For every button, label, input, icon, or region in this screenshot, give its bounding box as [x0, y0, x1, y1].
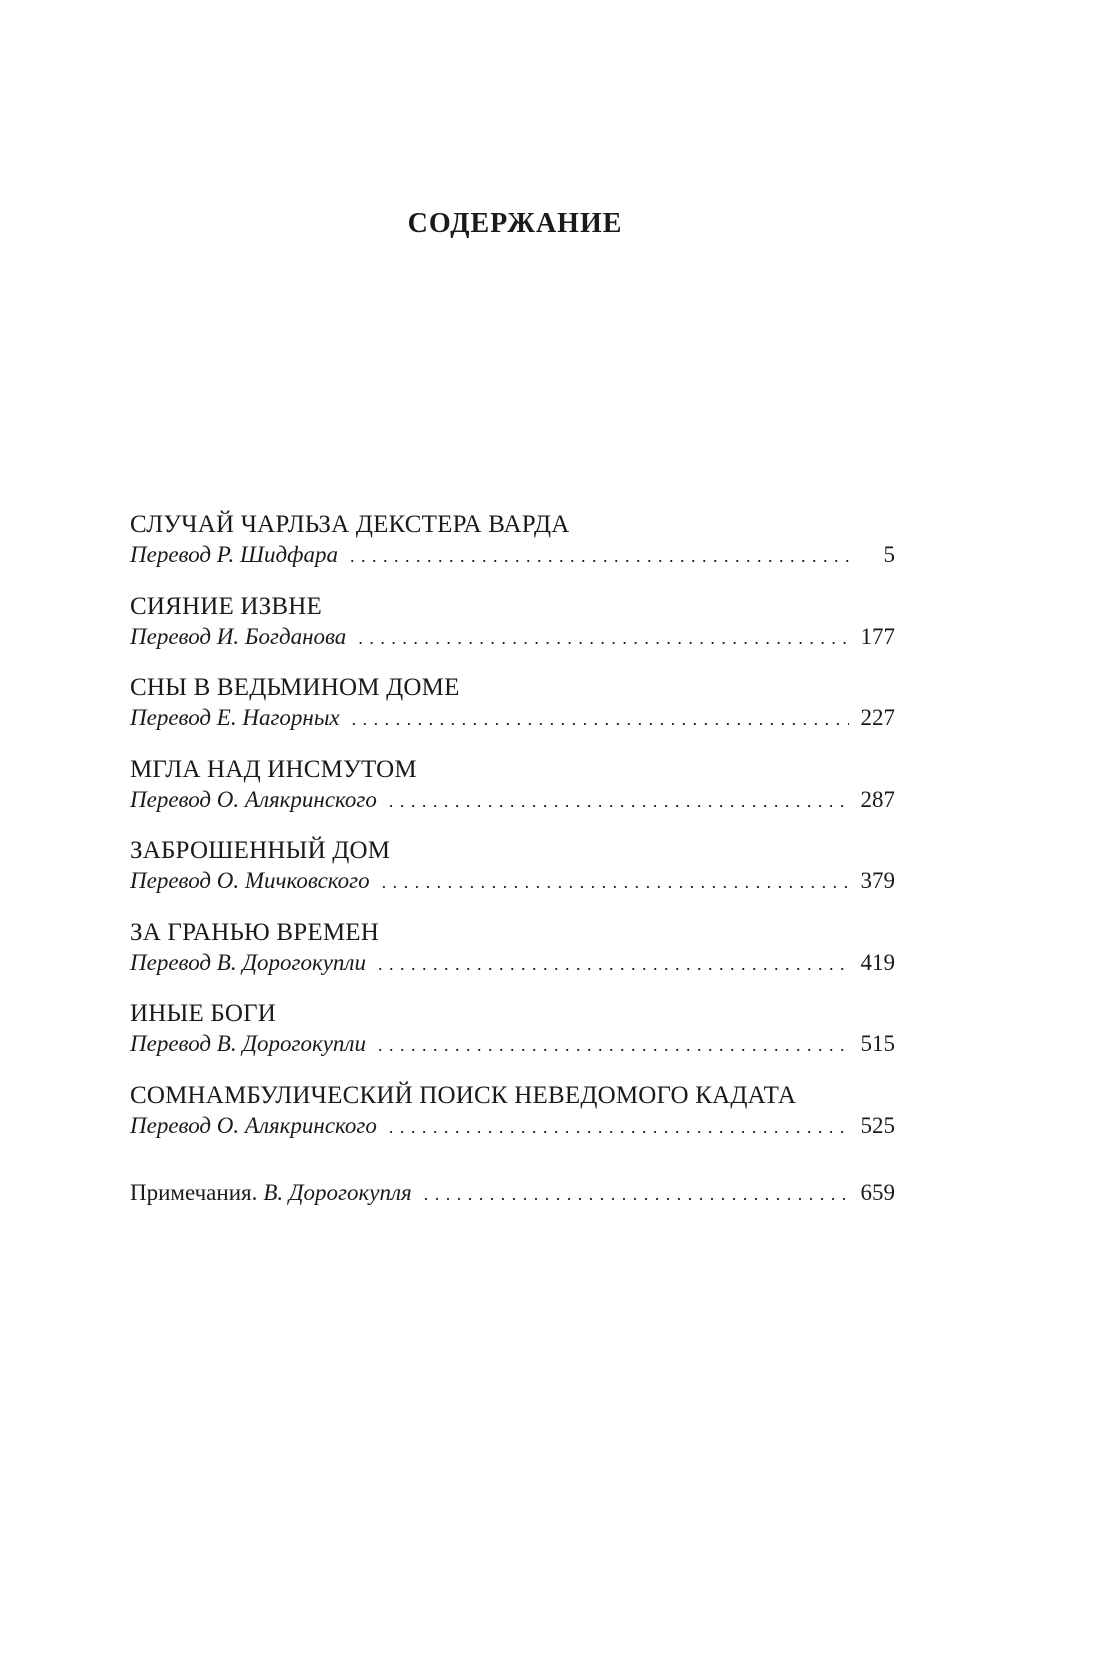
dot-leader — [352, 704, 849, 734]
entry-line — [130, 866, 895, 896]
entry-page-number: 379 — [860, 868, 895, 893]
entry-title: МГЛА НАД ИНСМУТОМ — [130, 755, 417, 783]
entry-translator: Перевод В. Дорогокупли — [130, 949, 366, 975]
dot-leader — [350, 541, 849, 571]
entry-page-number: 227 — [860, 705, 895, 730]
entry-translator: Перевод И. Богданова — [130, 623, 347, 649]
dot-leader — [378, 1030, 849, 1060]
dot-leader — [382, 867, 849, 897]
entry-page-number: 177 — [860, 623, 895, 649]
toc-notes-entry — [130, 1178, 895, 1209]
entry-title: ЗАБРОШЕННЫЙ ДОМ — [130, 837, 391, 864]
entry-translator: Перевод В. Дорогокупли — [130, 1031, 366, 1056]
entry-line — [130, 1029, 895, 1059]
entry-title: ИНЫЕ БОГИ — [130, 1000, 276, 1027]
entry-line — [130, 703, 895, 733]
entry-page-number: 287 — [860, 786, 895, 812]
entry-line — [130, 948, 895, 978]
dot-leader — [389, 786, 849, 816]
entry-title: СОМНАМБУЛИЧЕСКИЙ ПОИСК НЕВЕДОМОГО КАДАТА — [130, 1081, 797, 1109]
entry-page-number: 515 — [860, 1031, 895, 1056]
notes-line — [130, 1178, 895, 1209]
entry-title: СИЯНИЕ ИЗВНЕ — [130, 592, 323, 620]
toc-entry — [130, 673, 895, 755]
entry-translator: Перевод О. Алякринского — [130, 1112, 377, 1138]
entry-translator: Перевод О. Мичковского — [130, 868, 370, 893]
dot-leader — [358, 623, 849, 653]
notes-page-number: 659 — [860, 1180, 895, 1205]
entry-translator: Перевод Р. Шидфара — [130, 542, 338, 567]
entry-line — [130, 540, 895, 570]
dot-leader — [424, 1179, 849, 1209]
entry-line — [130, 785, 895, 815]
entry-translator: Перевод Е. Нагорных — [130, 705, 340, 730]
entry-translator: Перевод О. Алякринского — [130, 786, 377, 812]
dot-leader — [378, 949, 849, 979]
entry-line — [130, 1111, 895, 1141]
entry-page-number: 525 — [860, 1112, 895, 1138]
toc-entry — [130, 999, 895, 1081]
notes-author: В. Дорогокупля — [263, 1180, 412, 1205]
entry-title: СЛУЧАЙ ЧАРЛЬЗА ДЕКСТЕРА ВАРДА — [130, 511, 570, 538]
toc-list — [130, 510, 895, 1162]
toc-entry — [130, 1081, 895, 1163]
entry-line — [130, 622, 895, 652]
page-title: СОДЕРЖАНИЕ — [407, 208, 623, 239]
entry-page-number: 5 — [883, 542, 895, 567]
entry-title: СНЫ В ВЕДЬМИНОМ ДОМЕ — [130, 674, 460, 701]
entry-page-number: 419 — [860, 949, 895, 975]
notes-label: Примечания. — [130, 1180, 258, 1205]
toc-entry — [130, 836, 895, 918]
entry-title: ЗА ГРАНЬЮ ВРЕМЕН — [130, 918, 380, 946]
toc-entry — [130, 592, 895, 674]
toc-entry — [130, 918, 895, 1000]
toc-entry — [130, 755, 895, 837]
toc-entry — [130, 510, 895, 592]
dot-leader — [389, 1112, 849, 1142]
